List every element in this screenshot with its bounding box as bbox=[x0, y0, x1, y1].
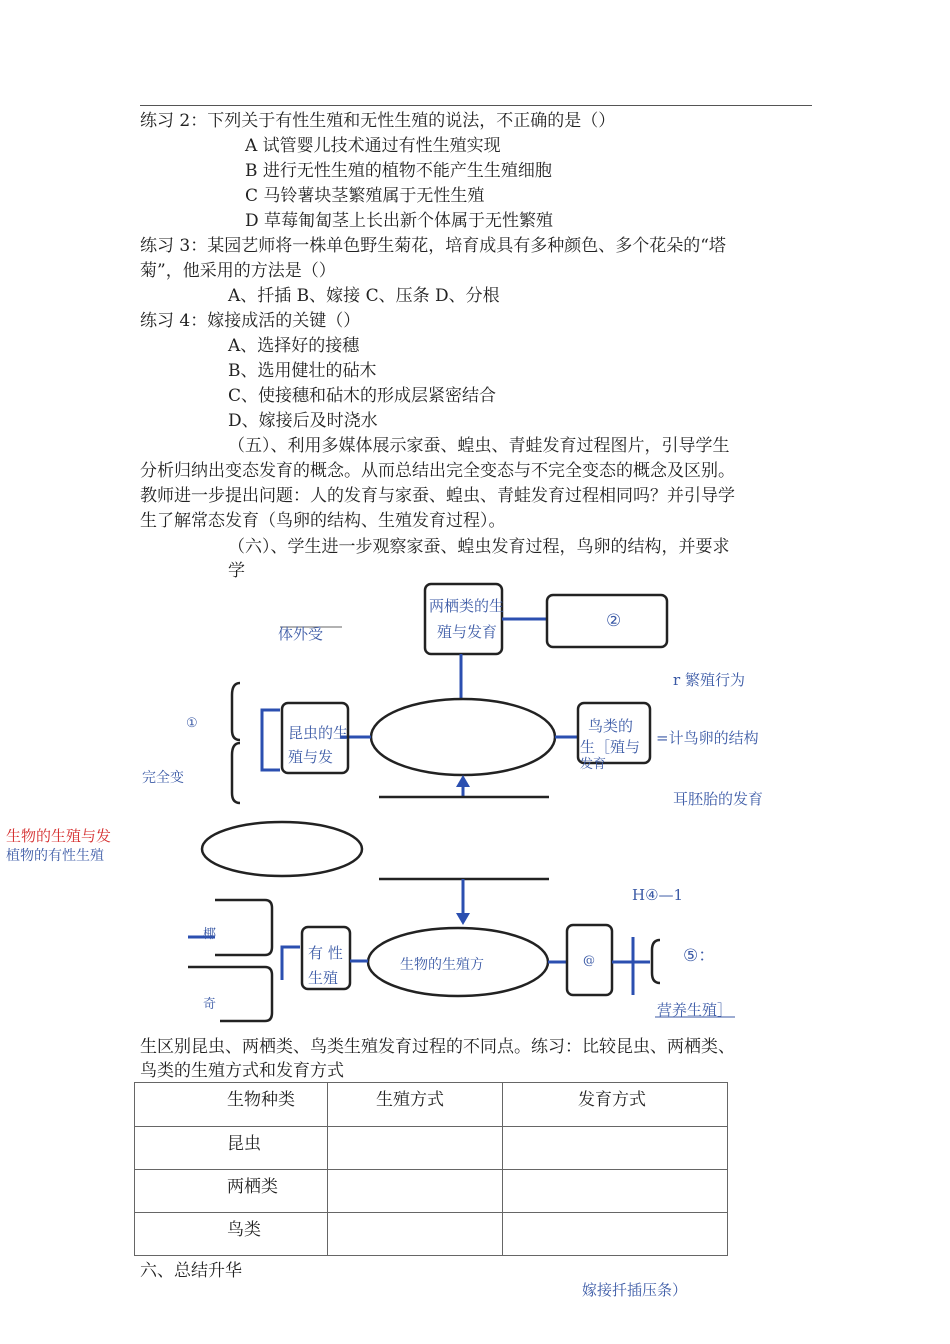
exercise-3-question-line2: 菊”，他采用的方法是（） bbox=[140, 261, 336, 281]
left-small-bottom-label: 奇 bbox=[203, 997, 217, 1012]
table-cell-reproduction bbox=[328, 1127, 503, 1170]
exercise-3-options: A、扦插 B、嫁接 C、压条 D、分根 bbox=[228, 286, 500, 306]
summary-heading: 六、总结升华 bbox=[140, 1261, 242, 1281]
section6-after-line1: 生区别昆虫、两栖类、鸟类生殖发育过程的不同点。练习：比较昆虫、两栖类、 bbox=[140, 1037, 735, 1057]
sexual-repro-line1: 有 性 bbox=[308, 944, 343, 962]
table-cell-reproduction bbox=[328, 1213, 503, 1256]
bird-label-line1: 鸟类的 bbox=[588, 717, 634, 735]
table-row bbox=[135, 1213, 728, 1256]
table-cell-development bbox=[503, 1170, 728, 1213]
exercise-2-option-d: D 草莓匍匐茎上长出新个体属于无性繁殖 bbox=[245, 211, 554, 231]
complete-meta-label: 完全变 bbox=[142, 770, 184, 786]
section5-line2: 分析归纳出变态发育的概念。从而总结出完全变态与不完全变态的概念及区别。 bbox=[140, 461, 735, 481]
table-cell-species: 两栖类 bbox=[135, 1170, 328, 1213]
amphibian-label-line2: 殖与发育 bbox=[437, 623, 498, 641]
embryo-dev-label: 耳胚胎的发育 bbox=[673, 790, 764, 808]
bio-repro-label: 生物的生殖方 bbox=[400, 957, 484, 973]
table-row bbox=[135, 1170, 728, 1213]
comparison-table bbox=[134, 1082, 728, 1256]
exercise-4-option-b: B、选用健壮的砧木 bbox=[228, 361, 377, 381]
exercise-2-option-b: B 进行无性生殖的植物不能产生生殖细胞 bbox=[245, 161, 552, 181]
section5-line4: 生了解常态发育（鸟卵的结构、生殖发育过程）。 bbox=[140, 511, 506, 531]
left-small-top-label: 椰 bbox=[203, 927, 217, 942]
body-outside-label: 体外受 bbox=[278, 625, 324, 643]
section5-line3: 教师进一步提出问题：人的发育与家蚕、蝗虫、青蛙发育过程相同吗？并引导学 bbox=[140, 486, 735, 506]
vegetative-label: 营养生殖］ bbox=[657, 1001, 733, 1019]
exercise-4-option-c: C、使接穗和砧木的形成层紧密结合 bbox=[228, 386, 497, 406]
table-header-reproduction: 生殖方式 bbox=[328, 1083, 503, 1127]
table-header-row bbox=[135, 1083, 728, 1127]
table-cell-species: 昆虫 bbox=[135, 1127, 328, 1170]
table-cell-reproduction bbox=[328, 1170, 503, 1213]
circle5-brace bbox=[652, 940, 660, 983]
central-oval-upper bbox=[371, 699, 555, 775]
header-rule bbox=[140, 105, 812, 106]
sexual-repro-line2: 生殖 bbox=[308, 969, 339, 987]
insect-left-braces bbox=[232, 683, 240, 803]
exercise-4-question: 练习 4：嫁接成活的关键（） bbox=[140, 311, 361, 331]
amphibian-box bbox=[425, 584, 505, 654]
amphibian-label-line1: 两栖类的生 bbox=[429, 597, 505, 615]
red-root-label: 生物的生殖与发 bbox=[6, 827, 112, 845]
table-row bbox=[135, 1127, 728, 1170]
exercise-2-question: 练习 2：下列关于有性生殖和无性生殖的说法，不正确的是（） bbox=[140, 111, 616, 131]
h4-label: H④—1 bbox=[632, 886, 684, 904]
arrow-down-head bbox=[456, 913, 470, 925]
grafting-label: 嫁接扦插压条） bbox=[582, 1281, 688, 1299]
left-upper-brace bbox=[215, 900, 272, 955]
bird-label-line3: 发育 bbox=[580, 757, 607, 772]
section6-after-line2: 鸟类的生殖方式和发育方式 bbox=[140, 1061, 344, 1081]
left-oval-blur bbox=[215, 837, 345, 859]
table-header-development: 发育方式 bbox=[503, 1083, 728, 1127]
exercise-3-question-line1: 练习 3：某园艺师将一株单色野生菊花，培育成具有多种颜色、多个花朵的“塔 bbox=[140, 236, 726, 256]
sexual-bracket bbox=[282, 947, 300, 980]
egg-structure-label: =计鸟卵的结构 bbox=[656, 729, 759, 747]
exercise-2-option-c: C 马铃薯块茎繁殖属于无性生殖 bbox=[245, 186, 485, 206]
exercise-4-option-d: D、嫁接后及时浇水 bbox=[228, 411, 378, 431]
insect-bracket bbox=[262, 710, 280, 770]
insect-label-line1: 昆虫的生 bbox=[288, 724, 349, 742]
bird-label-line2: 生［殖与 bbox=[580, 738, 641, 756]
insect-label-line2: 殖与发 bbox=[288, 748, 334, 766]
circle1-label: ① bbox=[186, 716, 198, 731]
section5-line1: （五）、利用多媒体展示家蚕、蝗虫、青蛙发育过程图片，引导学生 bbox=[228, 436, 730, 456]
circle5-label: ⑤： bbox=[683, 946, 716, 966]
table-cell-development bbox=[503, 1127, 728, 1170]
section6-line1: （六）、学生进一步观察家蚕、蝗虫发育过程，鸟卵的结构，并要求 bbox=[228, 537, 730, 557]
section6-line2: 学 bbox=[228, 561, 245, 581]
table-header-species: 生物种类 bbox=[135, 1083, 328, 1127]
plant-sexual-label: 植物的有性生殖 bbox=[6, 848, 104, 864]
asexual-small-icon: @ bbox=[583, 953, 595, 967]
left-lower-brace bbox=[188, 967, 272, 1021]
table-cell-development bbox=[503, 1213, 728, 1256]
breeding-behavior-label: r 繁殖行为 bbox=[673, 671, 745, 689]
exercise-2-option-a: A 试管婴儿技术通过有性生殖实现 bbox=[245, 136, 501, 156]
table-cell-species: 鸟类 bbox=[135, 1213, 328, 1256]
arrow-up-head bbox=[456, 775, 470, 787]
circle2-label: ② bbox=[606, 611, 622, 631]
exercise-4-option-a: A、选择好的接穗 bbox=[228, 336, 360, 356]
